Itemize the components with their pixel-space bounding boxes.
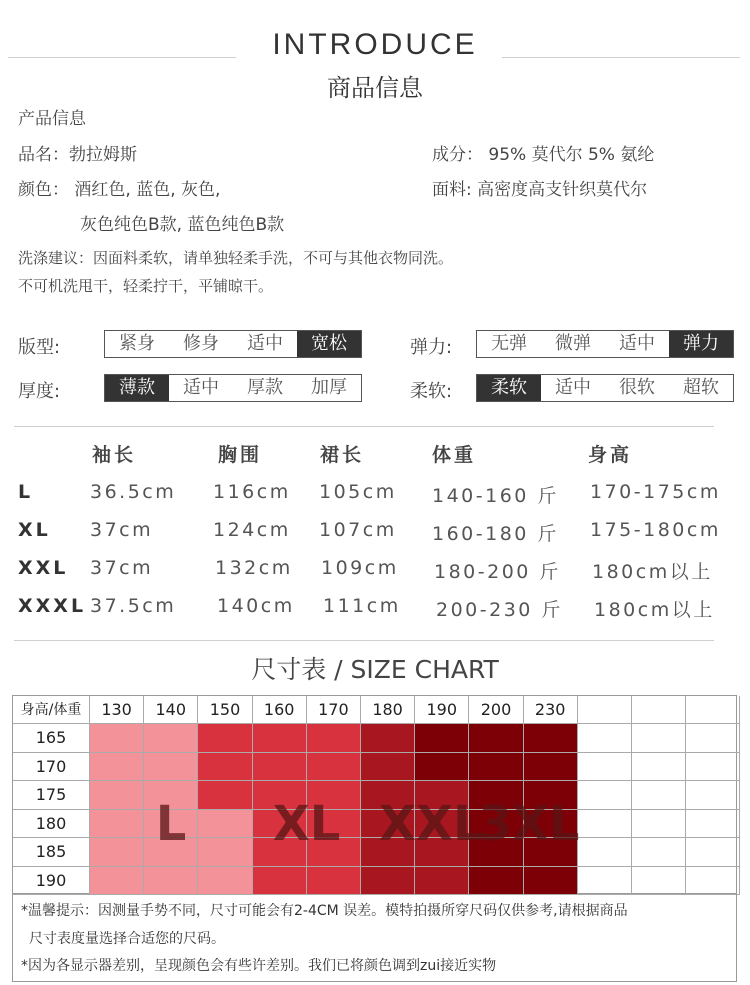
size-cell: 116cm	[213, 481, 291, 503]
size-cell-3xl	[415, 753, 469, 782]
empty-cell	[578, 867, 632, 896]
attr-softness-option: 很软	[619, 377, 655, 398]
height-header: 185	[13, 838, 90, 867]
weight-header: 130	[90, 696, 144, 724]
size-cell: 200-230 斤	[436, 599, 563, 621]
attr-softness-option: 适中	[555, 377, 591, 398]
height-header: 170	[13, 753, 90, 782]
size-cell: 175-180cm	[590, 519, 721, 541]
attr-fit-option-selected: 宽松	[297, 331, 361, 357]
size-cell-xl	[253, 724, 307, 753]
size-cell-3xl	[469, 753, 523, 782]
size-header-sleeve: 袖长	[92, 444, 137, 466]
height-header: 175	[13, 781, 90, 810]
empty-cell	[686, 753, 740, 782]
size-cell-l	[198, 810, 252, 839]
size-cell-xl	[253, 753, 307, 782]
size-cell: 170-175cm	[590, 481, 721, 503]
empty-cell	[578, 781, 632, 810]
size-cell: 105cm	[319, 481, 397, 503]
empty-cell	[632, 753, 686, 782]
weight-header: 160	[253, 696, 307, 724]
size-cell-l	[90, 781, 144, 810]
size-cell-l	[90, 724, 144, 753]
empty-cell	[632, 724, 686, 753]
empty-cell	[578, 810, 632, 839]
attr-fit-options	[104, 330, 362, 358]
size-cell: 180cm以上	[594, 599, 715, 621]
height-header: 165	[13, 724, 90, 753]
height-header: 180	[13, 810, 90, 839]
size-header-length: 裙长	[320, 444, 365, 466]
attr-stretch-option: 微弹	[555, 333, 591, 354]
size-cell: 180-200 斤	[434, 561, 561, 583]
empty-cell	[632, 810, 686, 839]
product-colors: 颜色： 酒红色, 蓝色, 灰色,	[18, 180, 221, 200]
size-region-label: XXL	[378, 795, 484, 852]
weight-header	[578, 696, 632, 724]
size-row-label: XL	[18, 519, 51, 541]
size-cell-l	[198, 838, 252, 867]
note-line-1: *温馨提示：因测量手势不同，尺寸可能会有2-4CM 误差。模特拍摄所穿尺码仅供参考,请根据商品	[21, 903, 628, 919]
size-cell-3xl	[469, 867, 523, 896]
empty-cell	[578, 753, 632, 782]
size-region-label: L	[155, 795, 187, 852]
attr-stretch-options	[476, 330, 734, 358]
size-cell-3xl	[524, 724, 578, 753]
size-cell: 124cm	[213, 519, 291, 541]
attr-label-fit: 版型:	[18, 337, 61, 358]
size-cell-xxl	[361, 867, 415, 896]
size-cell-xl	[198, 753, 252, 782]
empty-cell	[578, 838, 632, 867]
attr-label-thickness: 厚度:	[18, 381, 61, 402]
attr-fit-option: 适中	[247, 333, 283, 354]
size-cell-l	[90, 867, 144, 896]
size-cell: 132cm	[215, 557, 293, 579]
size-header-bust: 胸围	[218, 444, 263, 466]
empty-cell	[686, 724, 740, 753]
weight-header: 190	[415, 696, 469, 724]
empty-cell	[632, 838, 686, 867]
weight-header	[686, 696, 740, 724]
weight-header	[632, 696, 686, 724]
weight-header: 200	[469, 696, 523, 724]
size-cell-xl	[198, 781, 252, 810]
size-cell-3xl	[524, 867, 578, 896]
divider	[14, 426, 714, 427]
note-line-3: *因为各显示器差别，呈现颜色会有些许差别。我们已将颜色调到zui接近实物	[21, 958, 497, 974]
weight-header: 230	[524, 696, 578, 724]
product-name: 品名：勃拉姆斯	[18, 145, 137, 165]
product-colors-cont: 灰色纯色B款, 蓝色纯色B款	[80, 215, 285, 235]
attr-fit-option: 修身	[183, 333, 219, 354]
size-cell-l	[90, 810, 144, 839]
empty-cell	[632, 867, 686, 896]
empty-cell	[686, 781, 740, 810]
height-header: 190	[13, 867, 90, 896]
size-cell-l	[144, 753, 198, 782]
weight-header: 170	[307, 696, 361, 724]
size-cell-3xl	[469, 724, 523, 753]
product-composition: 成分： 95% 莫代尔 5% 氨纶	[432, 145, 655, 165]
attr-softness-option: 超软	[683, 377, 719, 398]
page-title-cn: 商品信息	[327, 74, 423, 102]
empty-cell	[578, 724, 632, 753]
attr-label-stretch: 弹力:	[410, 337, 453, 358]
size-row-label: XXL	[18, 557, 69, 579]
size-cell: 160-180 斤	[432, 523, 559, 545]
size-cell-3xl	[415, 724, 469, 753]
attr-label-softness: 柔软:	[410, 381, 453, 402]
size-cell: 37cm	[90, 557, 154, 579]
weight-header: 150	[198, 696, 252, 724]
size-chart-grid	[12, 695, 737, 894]
size-header-weight: 体重	[432, 444, 477, 466]
size-cell: 109cm	[321, 557, 399, 579]
size-chart-title: 尺寸表 / SIZE CHART	[251, 655, 499, 684]
size-cell-l	[90, 753, 144, 782]
divider	[14, 640, 714, 641]
size-region-label: XL	[272, 795, 341, 852]
size-row-label: XXXL	[18, 595, 87, 617]
attr-thickness-options	[104, 374, 362, 402]
page-title-en: INTRODUCE	[272, 28, 478, 61]
size-cell-xl	[307, 724, 361, 753]
size-chart-corner: 身高/体重	[13, 696, 90, 724]
attr-thickness-option: 厚款	[247, 377, 283, 398]
size-cell-xxl	[361, 724, 415, 753]
size-cell-l	[144, 724, 198, 753]
empty-cell	[686, 867, 740, 896]
size-cell: 140cm	[217, 595, 295, 617]
size-region-label: 3XL	[478, 795, 580, 852]
attr-thickness-option: 适中	[183, 377, 219, 398]
size-cell: 140-160 斤	[432, 485, 559, 507]
size-row-label: L	[18, 481, 34, 503]
notes-box	[12, 894, 737, 982]
empty-cell	[686, 838, 740, 867]
attr-softness-option-selected: 柔软	[477, 375, 541, 401]
size-cell: 36.5cm	[90, 481, 177, 503]
empty-cell	[632, 781, 686, 810]
wash-advice-2: 不可机洗甩干，轻柔拧干，平铺晾干。	[18, 277, 274, 295]
size-cell: 180cm以上	[592, 561, 713, 583]
size-cell-3xl	[524, 753, 578, 782]
attr-softness-options	[476, 374, 734, 402]
size-cell-xl	[307, 753, 361, 782]
weight-header: 180	[361, 696, 415, 724]
product-fabric: 面料: 高密度高支针织莫代尔	[432, 180, 648, 200]
attr-stretch-option-selected: 弹力	[669, 331, 733, 357]
attr-stretch-option: 无弹	[491, 333, 527, 354]
size-cell-l	[198, 867, 252, 896]
attr-stretch-option: 适中	[619, 333, 655, 354]
attr-thickness-option-selected: 薄款	[105, 375, 169, 401]
size-cell-xl	[253, 867, 307, 896]
size-cell-xl	[198, 724, 252, 753]
size-cell-xxl	[415, 867, 469, 896]
size-cell-l	[144, 867, 198, 896]
weight-header: 140	[144, 696, 198, 724]
size-cell: 107cm	[319, 519, 397, 541]
size-cell-xxl	[361, 753, 415, 782]
size-cell: 37.5cm	[90, 595, 177, 617]
size-header-height: 身高	[588, 444, 633, 466]
empty-cell	[686, 810, 740, 839]
size-cell: 37cm	[90, 519, 154, 541]
wash-advice-1: 洗涤建议：因面料柔软，请单独轻柔手洗，不可与其他衣物同洗。	[18, 249, 454, 267]
size-cell-l	[90, 838, 144, 867]
attr-thickness-option: 加厚	[311, 377, 347, 398]
info-section-label: 产品信息	[18, 109, 86, 129]
note-line-2: 尺寸表度量选择合适您的尺码。	[29, 931, 225, 947]
size-cell: 111cm	[323, 595, 401, 617]
size-cell-xl	[307, 867, 361, 896]
attr-fit-option: 紧身	[119, 333, 155, 354]
